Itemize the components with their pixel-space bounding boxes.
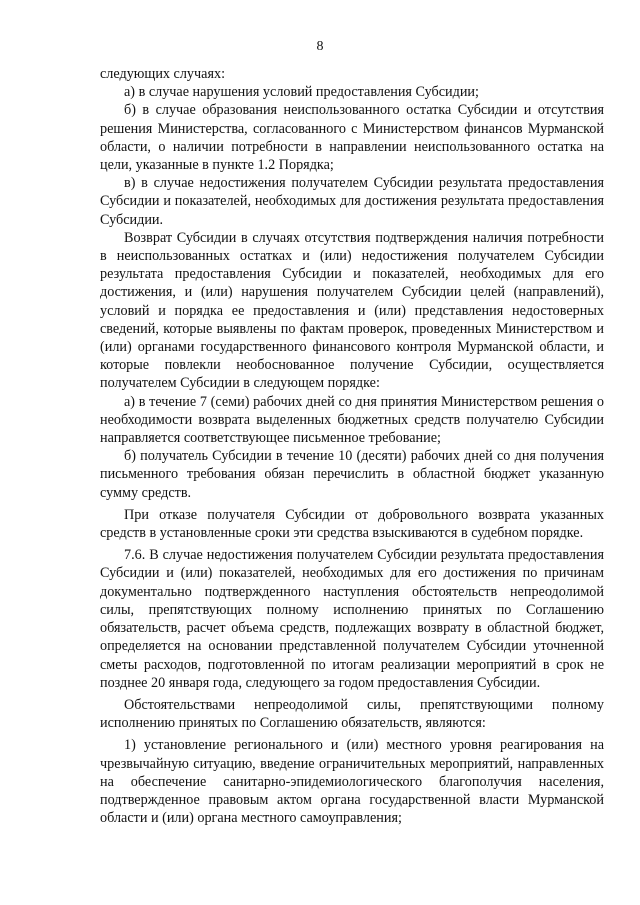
- paragraph-case-v: в) в случае недостижения получателем Субсидии результата предоставления Субсидии и показателей, необходимых для достижения результата предоставления Субсидии.: [100, 175, 604, 228]
- page-number: 8: [316, 39, 324, 54]
- paragraph-case-b: б) в случае образования неиспользованного остатка Субсидии и отсутствия решения Министерства, согласованного с Министерством финансов Мурманской области, о наличии потребности в направлении неиспользованного остатка на цели, указанные в пункте 1.2 Порядка;: [100, 102, 604, 174]
- paragraph-clause-7-6: 7.6. В случае недостижения получателем Субсидии результата предоставления Субсидии и (или) показателей, необходимых для его достижения по причинам документально подтвержденного наступления обстоятельств непреодолимой силы, препятствующих полному исполнению принятых по Соглашению обязательств, расчет объема средств, подлежащих возврату в областной бюджет, определяется на основании представленной получателем Субсидии уточненной сметы расходов, подготовленной по итогам реализации мероприятий в срок не позднее 20 января года, следующего за годом предоставления Субсидии.: [100, 547, 604, 691]
- paragraph-cases-intro: следующих случаях:: [100, 66, 226, 82]
- document-body: [100, 65, 604, 827]
- paragraph-case-a: а) в случае нарушения условий предоставления Субсидии;: [124, 84, 479, 101]
- paragraph-court-recovery: При отказе получателя Субсидии от добровольного возврата указанных средств в установленные сроки эти средства взыскиваются в судебном порядке.: [100, 506, 604, 542]
- paragraph-force-majeure: Обстоятельствами непреодолимой силы, препятствующими полному исполнению принятых по Соглашению обязательств, являются:: [100, 696, 604, 732]
- paragraph-force-majeure-item-1: 1) установление регионального и (или) местного уровня реагирования на чрезвычайную ситуацию, введение ограничительных мероприятий, направленных на обеспечение санитарно-эпидемиологического благополучия населения, подтвержденное правовым актом органа государственной власти Мурманской области и (или) органа местного самоуправления;: [100, 737, 604, 827]
- paragraph-return-procedure: Возврат Субсидии в случаях отсутствия подтверждения наличия потребности в неиспользованных остатках и (или) недостижения получателем Субсидии результата предоставления Субсидии и показателей, необходимых для его достижения, и (или) нарушения получателем Субсидии целей (направлений), условий и порядка ее предоставления и (или) представления недостоверных сведений, которые выявлены по фактам проверок, проведенных Министерством и (или) органами государственного финансового контроля Мурманской области, и которые повлекли необоснованное получение Субсидии, осуществляется получателем Субсидии в следующем порядке:: [100, 229, 604, 392]
- paragraph-step-a: а) в течение 7 (семи) рабочих дней со дня принятия Министерством решения о необходимости возврата выделенных бюджетных средств получателю Субсидии направляется соответствующее письменное требование;: [100, 393, 604, 447]
- paragraph-step-b: б) получатель Субсидии в течение 10 (десяти) рабочих дней со дня получения письменного требования обязан перечислить в областной бюджет указанную сумму средств.: [100, 448, 604, 501]
